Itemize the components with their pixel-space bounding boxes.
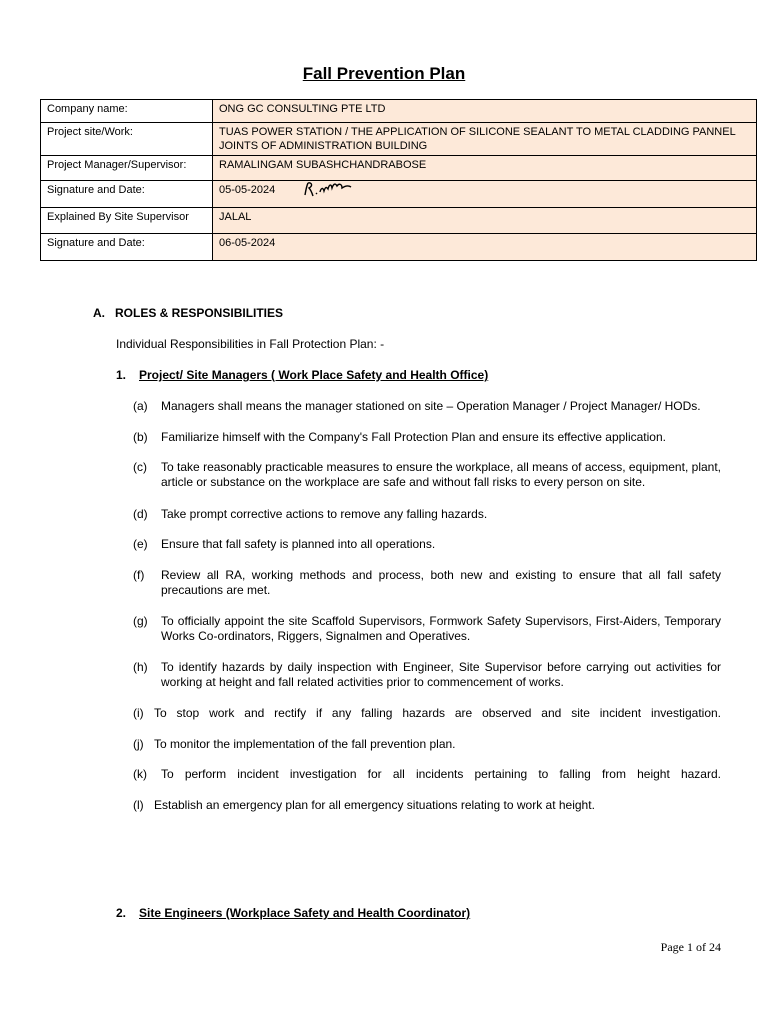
item-text: Managers shall means the manager stationed on site – Operation Manager / Project Manager/ HODs. — [161, 399, 701, 413]
item-label: (e) — [133, 537, 148, 551]
list-item — [133, 507, 721, 522]
item-label: (i) — [133, 706, 144, 720]
list-item — [133, 767, 721, 782]
item-text: To perform incident investigation for all incidents pertaining to falling from height hazard. — [161, 767, 721, 781]
table-row — [41, 100, 757, 123]
list-item — [133, 614, 721, 644]
item-text: Review all RA, working methods and process, both new and existing to ensure that all fall safety precautions are met. — [161, 568, 721, 597]
list-item — [133, 737, 721, 752]
list-item — [133, 798, 721, 813]
item-label: (j) — [133, 737, 144, 751]
intro-text: Individual Responsibilities in Fall Protection Plan: - — [116, 337, 385, 351]
item-label: (h) — [133, 660, 148, 674]
item-label: (d) — [133, 507, 148, 521]
item-text: To identify hazards by daily inspection with Engineer, Site Supervisor before carrying out activities for working at height and fall related activities prior to commencement of works. — [161, 660, 721, 689]
list-item — [133, 537, 721, 552]
row-value: ONG GC CONSULTING PTE LTD — [213, 100, 757, 123]
item-text: To stop work and rectify if any falling hazards are observed and site incident investigation. — [154, 706, 721, 720]
item-label: (c) — [133, 460, 147, 474]
item-label: (l) — [133, 798, 144, 812]
section-number: A. — [93, 306, 105, 320]
row-label: Project site/Work: — [41, 123, 213, 156]
row-label: Project Manager/Supervisor: — [41, 156, 213, 181]
item-text: Establish an emergency plan for all emergency situations relating to work at height. — [154, 798, 595, 812]
item-label: (k) — [133, 767, 147, 781]
table-row — [41, 208, 757, 234]
item-text: To officially appoint the site Scaffold Supervisors, Formwork Safety Supervisors, First-Aiders, Temporary Works Co-ordinators, Riggers, Signalmen and Operatives. — [161, 614, 721, 643]
item-label: (g) — [133, 614, 148, 628]
section-a-heading — [93, 306, 283, 320]
page-number: Page 1 of 24 — [660, 940, 721, 954]
item-text: Take prompt corrective actions to remove any falling hazards. — [161, 507, 488, 521]
row-value: JALAL — [213, 208, 757, 234]
row-value: RAMALINGAM SUBASHCHANDRABOSE — [213, 156, 757, 181]
table-row — [41, 181, 757, 208]
list-item — [133, 399, 721, 414]
list-item — [133, 706, 721, 721]
item-label: (b) — [133, 430, 148, 444]
row-label: Signature and Date: — [41, 234, 213, 261]
document-title: Fall Prevention Plan — [302, 64, 466, 83]
row-label: Explained By Site Supervisor — [41, 208, 213, 234]
row-value: 06-05-2024 — [213, 234, 757, 261]
row-label: Company name: — [41, 100, 213, 123]
item-text: Familiarize himself with the Company's Fall Protection Plan and ensure its effective application. — [161, 430, 666, 444]
item-label: (a) — [133, 399, 148, 413]
list-item — [133, 568, 721, 598]
section-number: 2. — [116, 906, 127, 920]
table-row — [41, 123, 757, 156]
section-title: ROLES & RESPONSIBILITIES — [115, 306, 284, 320]
handwritten-signature — [301, 177, 355, 201]
row-value-signature — [213, 181, 757, 208]
project-info-table — [40, 99, 757, 261]
item-text: Ensure that fall safety is planned into all operations. — [161, 537, 436, 551]
list-item — [133, 660, 721, 690]
item-text: To monitor the implementation of the fall prevention plan. — [154, 737, 456, 751]
signature-date: 05-05-2024 — [219, 184, 276, 196]
item-label: (f) — [133, 568, 145, 582]
table-row — [41, 234, 757, 261]
section-title: Site Engineers (Workplace Safety and Health Coordinator) — [139, 906, 471, 920]
section-2-heading — [116, 906, 470, 920]
list-item — [133, 460, 721, 490]
table-row — [41, 156, 757, 181]
item-text: To take reasonably practicable measures to ensure the workplace, all means of access, equipment, plant, article or substance on the workplace are safe and without fall risks to every person on site. — [161, 460, 721, 489]
row-value: TUAS POWER STATION / THE APPLICATION OF SILICONE SEALANT TO METAL CLADDING PANNEL JOINTS OF ADMINISTRATION BUILDING — [213, 123, 757, 156]
section-title: Project/ Site Managers ( Work Place Safety and Health Office) — [139, 368, 489, 382]
section-1-heading — [116, 368, 488, 382]
list-item — [133, 430, 721, 445]
row-label: Signature and Date: — [41, 181, 213, 208]
section-number: 1. — [116, 368, 127, 382]
